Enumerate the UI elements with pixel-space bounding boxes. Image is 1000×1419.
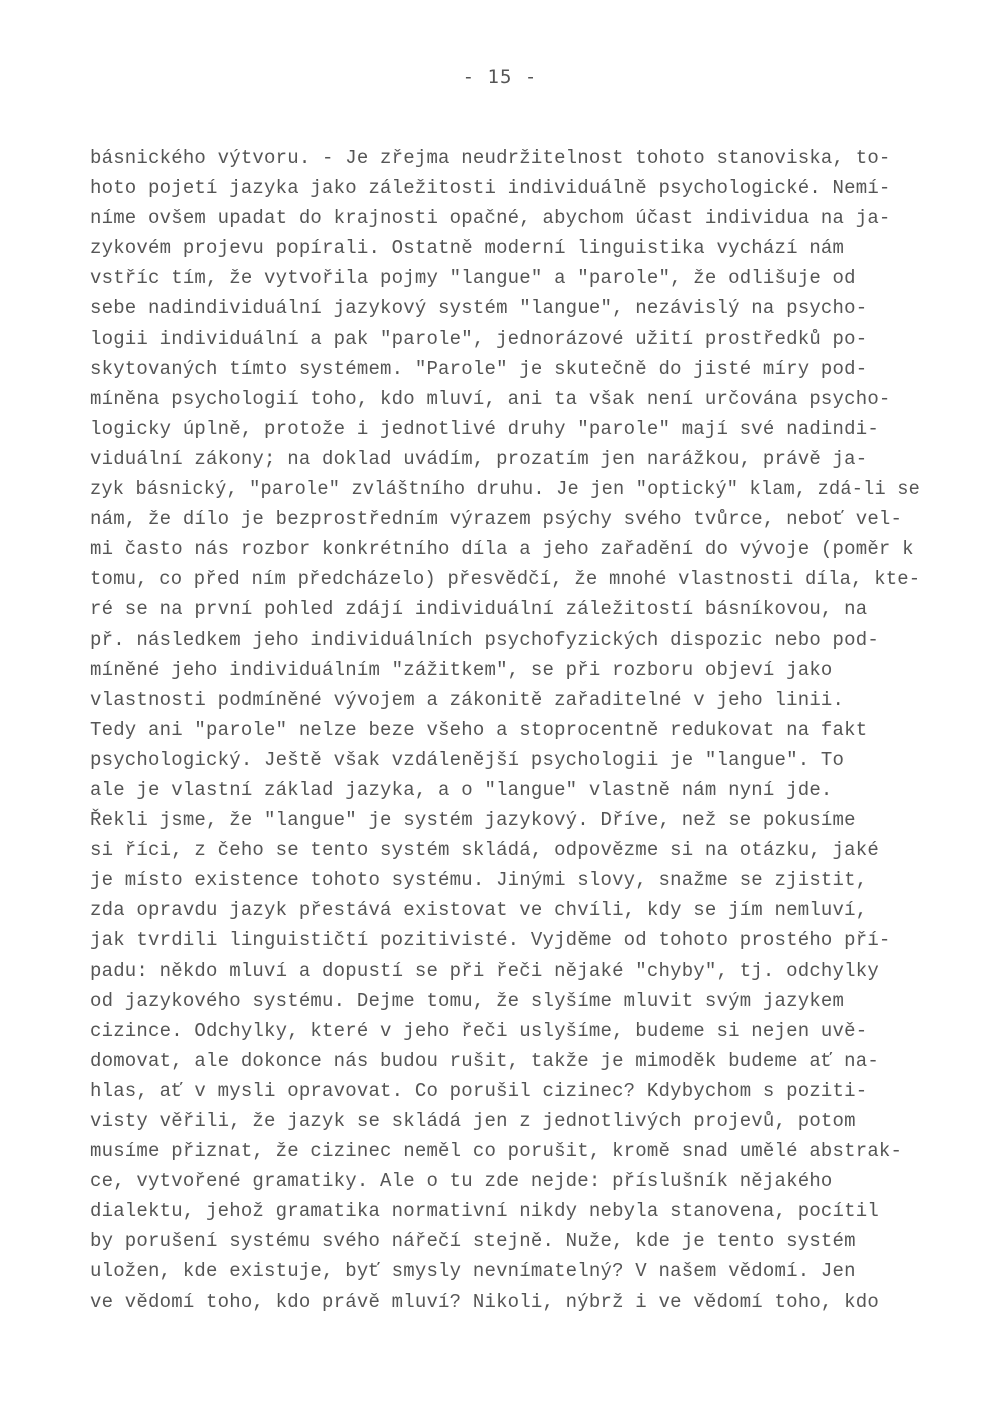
text-line: tomu, co před ním předcházelo) přesvědčí, že mnohé vlastnosti díla, kte- <box>90 568 921 591</box>
text-line: logii individuální a pak "parole", jednorázové užití prostředků po- <box>90 327 868 350</box>
text-line: př. následkem jeho individuálních psychofyzických dispozic nebo pod- <box>90 628 879 651</box>
text-line: Řekli jsme, že "langue" je systém jazykový. Dříve, než se pokusíme <box>90 809 856 832</box>
text-line: logicky úplně, protože i jednotlivé druhy "parole" mají své nadindi- <box>90 417 879 440</box>
text-line: nám, že dílo je bezprostředním výrazem psýchy svého tvůrce, neboť vel- <box>90 508 903 531</box>
text-line: musíme přiznat, že cizinec neměl co porušit, kromě snad umělé abstrak- <box>90 1140 903 1163</box>
text-line: mi často nás rozbor konkrétního díla a jeho zařadění do vývoje (poměr k <box>90 538 914 561</box>
text-line: vstříc tím, že vytvořila pojmy "langue" a "parole", že odlišuje od <box>90 267 856 290</box>
text-line: zda opravdu jazyk přestává existovat ve chvíli, kdy se jím nemluví, <box>90 899 868 922</box>
text-line: ale je vlastní základ jazyka, a o "langue" vlastně nám nyní jde. <box>90 778 833 801</box>
text-line: padu: někdo mluví a dopustí se při řeči nějaké "chyby", tj. odchylky <box>90 959 879 982</box>
text-line: básnického výtvoru. - Je zřejma neudržitelnost tohoto stanoviska, to- <box>90 147 891 169</box>
text-line: ré se na první pohled zdájí individuální záležitostí básníkovou, na <box>90 598 868 621</box>
text-line: domovat, ale dokonce nás budou rušit, takže je mimoděk budeme ať na- <box>90 1049 879 1072</box>
text-line: sebe nadindividuální jazykový systém "langue", nezávislý na psycho- <box>90 297 868 320</box>
text-line: vlastnosti podmíněné vývojem a zákonitě zařaditelné v jeho linii. <box>90 688 845 711</box>
text-line: by porušení systému svého nářečí stejně. Nuže, kde je tento systém <box>90 1230 856 1253</box>
text-line: hoto pojetí jazyka jako záležitosti individuálně psychologické. Nemí- <box>90 177 891 200</box>
text-line: jak tvrdili linguističtí pozitivisté. Vyjděme od tohoto prostého pří- <box>90 929 891 952</box>
text-line: viduální zákony; na doklad uvádím, prozatím jen narážkou, právě ja- <box>90 447 868 470</box>
text-line: níme ovšem upadat do krajnosti opačné, abychom účast individua na ja- <box>90 207 891 230</box>
text-line: psychologický. Ještě však vzdálenější psychologii je "langue". To <box>90 748 845 771</box>
text-line: ve vědomí toho, kdo právě mluví? Nikoli, nýbrž i ve vědomí toho, kdo <box>90 1290 879 1313</box>
text-line: míněna psychologií toho, kdo mluví, ani ta však není určována psycho- <box>90 387 891 410</box>
text-line: visty věřili, že jazyk se skládá jen z jednotlivých projevů, potom <box>90 1110 856 1132</box>
text-line: cizince. Odchylky, které v jeho řeči uslyšíme, budeme si nejen uvě- <box>90 1019 868 1042</box>
text-line: dialektu, jehož gramatika normativní nikdy nebyla stanovena, pocítil <box>90 1200 879 1223</box>
text-line: zykovém projevu popírali. Ostatně moderní linguistika vychází nám <box>90 237 845 260</box>
text-line: ce, vytvořené gramatiky. Ale o tu zde nejde: příslušník nějakého <box>90 1170 833 1193</box>
page-number: - 15 - <box>462 66 538 88</box>
text-line: hlas, ať v mysli opravovat. Co porušil cizinec? Kdybychom s poziti- <box>90 1079 868 1102</box>
text-line: uložen, kde existuje, byť smysly nevnímatelný? V našem vědomí. Jen <box>90 1260 856 1283</box>
text-line: míněné jeho individuálním "zážitkem", se při rozboru objeví jako <box>90 658 833 681</box>
text-line: je místo existence tohoto systému. Jinými slovy, snažme se zjistit, <box>90 869 868 892</box>
body-text <box>90 143 920 1317</box>
text-line: skytovaných tímto systémem. "Parole" je skutečně do jisté míry pod- <box>90 357 868 380</box>
text-line: Tedy ani "parole" nelze beze všeho a stoprocentně redukovat na fakt <box>90 718 868 741</box>
text-line: zyk básnický, "parole" zvláštního druhu. Je jen "optický" klam, zdá-li se <box>90 478 920 501</box>
text-line: si říci, z čeho se tento systém skládá, odpovězme si na otázku, jaké <box>90 839 879 862</box>
text-line: od jazykového systému. Dejme tomu, že slyšíme mluvit svým jazykem <box>90 989 845 1012</box>
